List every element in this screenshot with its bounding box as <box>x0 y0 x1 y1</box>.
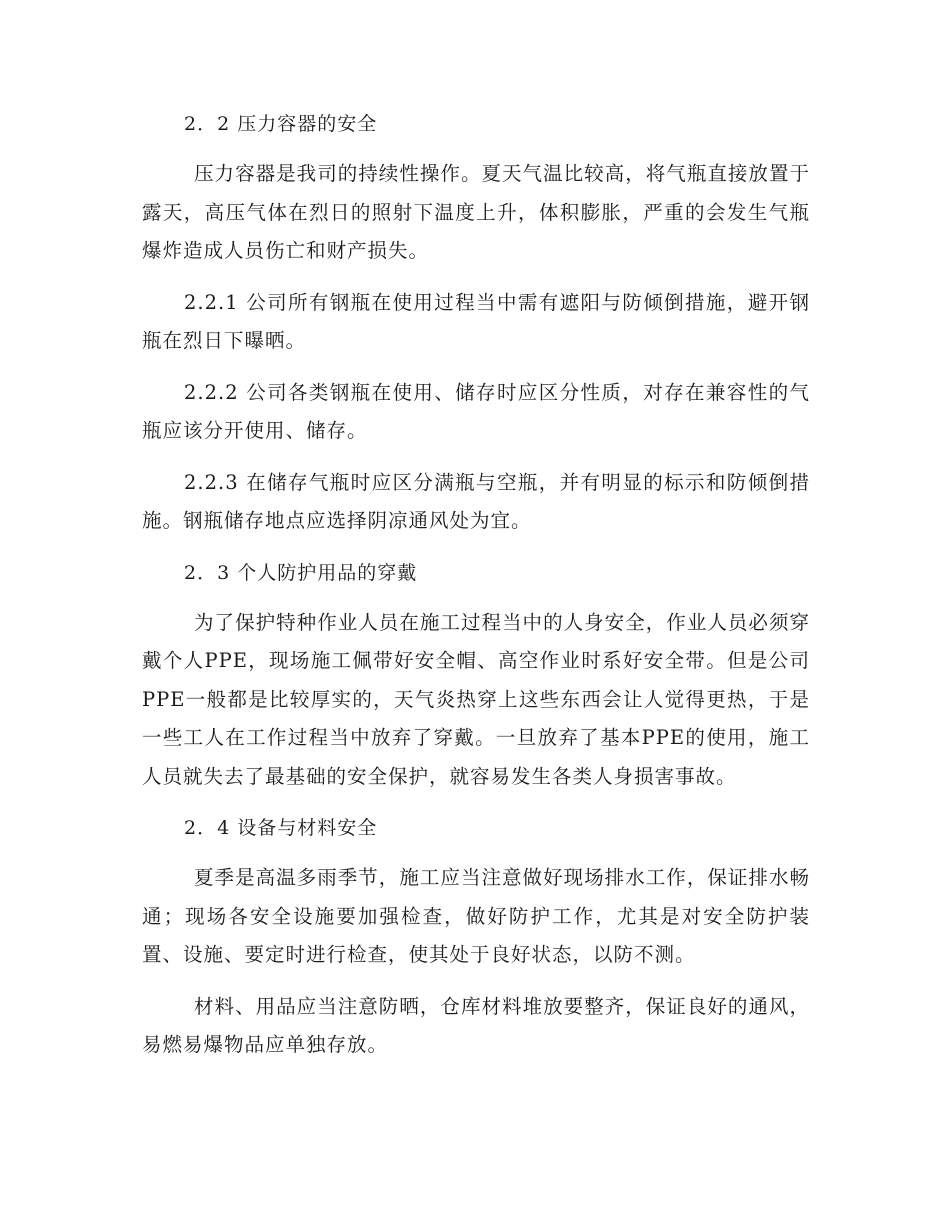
paragraph-2-2-3: 2.2.3 在储存气瓶时应区分满瓶与空瓶，并有明显的标示和防倾倒措施。钢瓶储存地点应选择阴凉通风处为宜。 <box>142 470 810 532</box>
document-body <box>142 105 810 1078</box>
paragraph-pressure-vessel-intro: 压力容器是我司的持续性操作。夏天气温比较高，将气瓶直接放置于露天，高压气体在烈日的照射下温度上升，体积膨胀，严重的会发生气瓶爆炸造成人员伤亡和财产损失。 <box>142 162 810 262</box>
paragraph-ppe: 为了保护特种作业人员在施工过程当中的人身安全，作业人员必须穿戴个人PPE，现场施工佩带好安全帽、高空作业时系好安全带。但是公司PPE一般都是比较厚实的，天气炎热穿上这些东西会让人觉得更热，于是一些工人在工作过程当中放弃了穿戴。一旦放弃了基本PPE的使用，施工人员就失去了最基础的安全保护，就容易发生各类人身损害事故。 <box>142 610 810 788</box>
paragraph-2-2-1: 2.2.1 公司所有钢瓶在使用过程当中需有遮阳与防倾倒措施，避开钢瓶在烈日下曝晒。 <box>142 290 810 352</box>
paragraph-material-storage: 材料、用品应当注意防晒，仓库材料堆放要整齐，保证良好的通风，易燃易爆物品应单独存放。 <box>142 994 810 1056</box>
section-heading-2-4: 2．4 设备与材料安全 <box>184 817 378 839</box>
section-heading-2-2: 2．2 压力容器的安全 <box>184 113 378 135</box>
section-heading-2-3: 2．3 个人防护用品的穿戴 <box>184 561 418 584</box>
paragraph-summer-drainage: 夏季是高温多雨季节，施工应当注意做好现场排水工作，保证排水畅通；现场各安全设施要加强检查，做好防护工作，尤其是对安全防护装置、设施、要定时进行检查，使其处于良好状态，以防不测。 <box>142 866 810 966</box>
paragraph-2-2-2: 2.2.2 公司各类钢瓶在使用、储存时应区分性质，对存在兼容性的气瓶应该分开使用、储存。 <box>142 380 810 442</box>
